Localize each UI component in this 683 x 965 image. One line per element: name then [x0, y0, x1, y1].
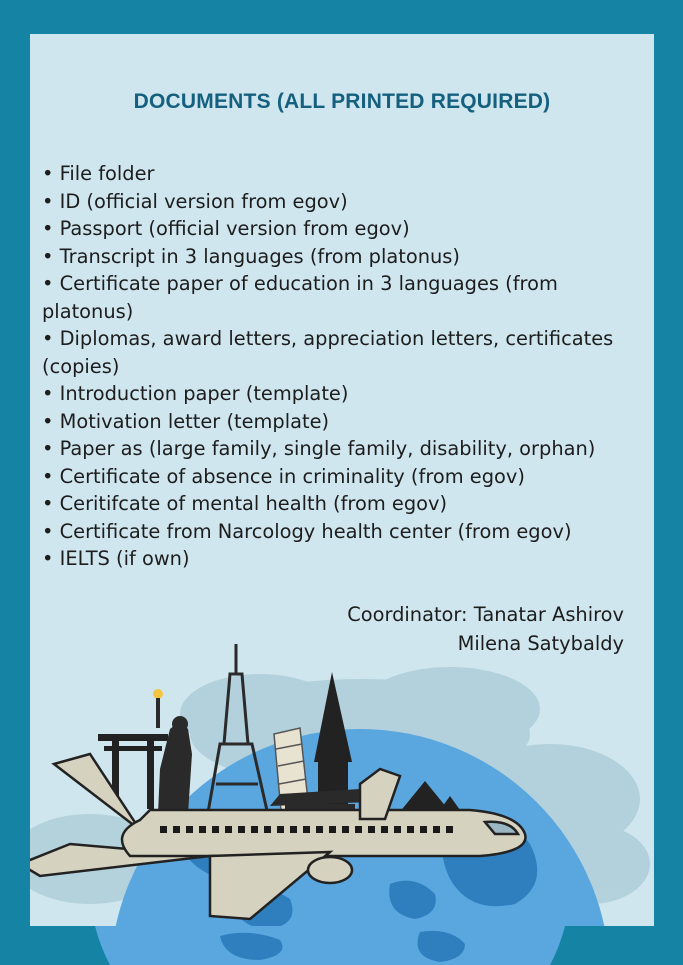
page-title: DOCUMENTS (ALL PRINTED REQUIRED): [133, 90, 551, 113]
globe-bottom-icon: [0, 926, 683, 965]
airplane-windows: [160, 826, 453, 833]
list-item: • Certificate paper of education in 3 languages (from platonus): [42, 272, 558, 323]
list-item: • IELTS (if own): [42, 547, 190, 570]
list-item: • Certificate of absence in criminality (from egov): [42, 464, 525, 488]
list-item: • Motivation letter (template): [42, 409, 330, 433]
list-item: • ID (official version from egov): [42, 189, 348, 213]
document-list: [42, 160, 642, 573]
list-item: • Ceritifcate of mental health (from egov): [42, 492, 448, 515]
list-item: • Paper as (large family, single family, disability, orphan): [42, 437, 596, 460]
list-item: • Certificate from Narcology health center (from egov): [42, 519, 572, 543]
list-item: • File folder: [42, 162, 155, 185]
travel-illustration: [30, 594, 654, 926]
document-panel: [30, 34, 654, 926]
coordinator-line-2: Milena Satybaldy: [457, 632, 624, 655]
coordinator-line-1: Coordinator: Tanatar Ashirov: [347, 603, 624, 626]
list-item: • Transcript in 3 languages (from platonus): [42, 244, 460, 268]
list-item: • Passport (official version from egov): [42, 217, 410, 240]
list-item: • Introduction paper (template): [42, 382, 349, 405]
list-item: • Diplomas, award letters, appreciation letters, certificates (copies): [42, 327, 614, 378]
